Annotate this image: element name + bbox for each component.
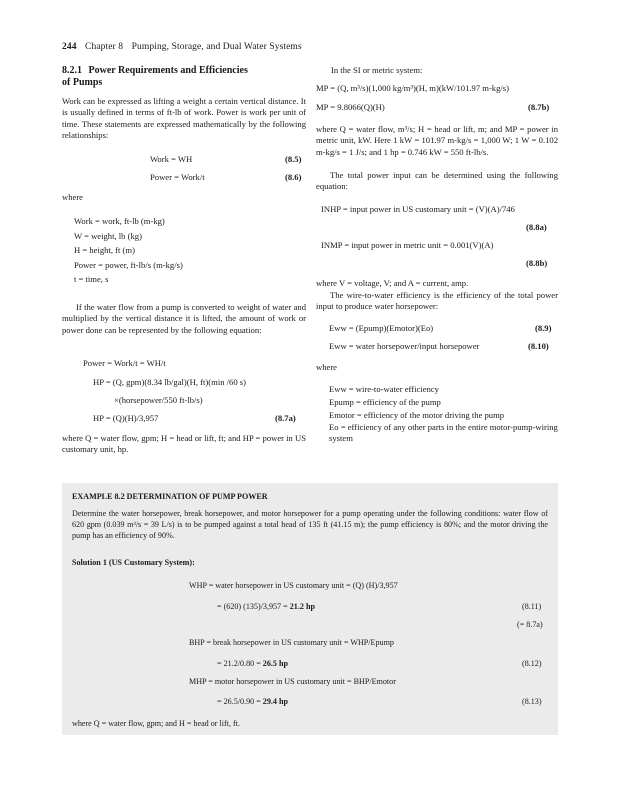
equation-mp: MP = (Q, m³/s)(1,000 kg/m³)(H, m)(kW/101.97 m-kg/s) [316,83,509,93]
section-number: 8.2.1 [62,65,82,76]
definition-item: Work = work, ft-lb (m-kg) [74,216,165,226]
equation-8-6: Power = Work/t [150,172,205,182]
equation-number-8-13: (8.13) [522,697,542,706]
running-header [62,42,302,52]
where-label-2: where [316,362,337,372]
equation-8-7a: HP = (Q)(H)/3,957 [93,413,159,423]
chapter-title: Pumping, Storage, and Dual Water Systems [131,42,302,52]
example-problem: Determine the water horsepower, break horsepower, and motor horsepower for a pump operating under the following conditions: water flow of 620 gpm (0.039 m³/s = 39 L/s) is to be pumped against a total head of 135 ft (41.15 m); the pump efficiency is 80%; and the motor driving the pump has an efficiency of 90%. [72,509,548,540]
equation-hp-line2: ×(horsepower/550 ft-lb/s) [114,395,203,405]
whp-result [217,602,315,613]
efficiency-item: Epump = efficiency of the pump [329,397,441,407]
whp-calc: = (620) (135)/3,957 = [217,602,290,611]
definitions-list [74,214,183,287]
example-title: EXAMPLE 8.2 DETERMINATION OF PUMP POWER [72,492,268,501]
efficiency-item: Eo = efficiency of any other parts in the entire motor-pump-wiring system [329,422,558,443]
mhp-calc: = 26.5/0.90 = [217,697,263,706]
equation-hp-line1: HP = (Q, gpm)(8.34 lb/gal)(H, ft)(min /60 s) [93,377,246,387]
definition-item: H = height, ft (m) [74,245,135,255]
whp-value: 21.2 hp [289,602,315,611]
flow-paragraph: If the water flow from a pump is converted to weight of water and multiplied by the vertical distance it is lifted, the amount of work or power done can be represented by the following equation: [62,302,306,335]
mhp-result [217,697,288,708]
section-title-line2: of Pumps [62,77,103,88]
equation-number-8-7b: (8.7b) [528,102,550,112]
equation-number-8-11: (8.11) [522,602,542,611]
page-number: 244 [62,42,77,52]
bhp-value: 26.5 hp [262,659,288,668]
equation-8-7b: MP = 9.8066(Q)(H) [316,102,385,112]
equation-number-8-5: (8.5) [285,154,302,164]
definition-item: t = time, s [74,274,109,284]
equation-number-8-6: (8.6) [285,172,302,182]
bhp-result [217,659,288,670]
wire-to-water-intro: The wire-to-water efficiency is the efficiency of the total power input to produce water horsepower: [316,290,558,312]
equation-number-8-12: (8.12) [522,659,542,668]
mp-where-paragraph: where Q = water flow, m³/s; H = head or lift, m; and MP = power in metric unit, kW. Here 1 kW = 101.97 m-kg/s = 1,000 W; 1 W = 0.102 m-kg/s = 1 J/s; and 1 hp = 0.746 kW = 550 ft-lb/s. [316,124,558,157]
equation-8-8b: INMP = input power in metric unit = 0.001(V)(A) [321,240,494,250]
si-intro: In the SI or metric system: [331,65,423,75]
mhp-equation: MHP = motor horsepower in US customary unit = BHP/Emotor [189,677,396,686]
example-box [62,483,558,735]
definition-item: W = weight, lb (kg) [74,230,142,241]
bhp-calc: = 21.2/0.80 = [217,659,263,668]
equation-8-8a: INHP = input power in US customary unit = (V)(A)/746 [321,204,515,214]
intro-paragraph: Work can be expressed as lifting a weight a certain vertical distance. It is usually defined in terms of ft-lb of work. Power is work per unit of time. These statements are expressed mathematically by the following relationships: [62,96,306,141]
where-label: where [62,192,83,202]
solution-heading: Solution 1 (US Customary System): [72,558,195,567]
equation-8-10: Eww = water horsepower/input horsepower [329,341,480,351]
equation-number-8-8a: (8.8a) [526,222,547,232]
section-title-line1: Power Requirements and Efficiencies [88,65,248,76]
whp-equation: WHP = water horsepower in US customary unit = (Q) (H)/3,957 [189,581,398,590]
equation-8-5: Work = WH [150,154,193,164]
chapter-label: Chapter 8 [85,42,124,52]
equation-number-8-7a: (8.7a) [275,413,296,423]
hp-where-paragraph: where Q = water flow, gpm; H = head or lift, ft; and HP = power in US customary unit, hp. [62,433,306,455]
example-where: where Q = water flow, gpm; and H = head or lift, ft. [72,719,240,728]
total-power-paragraph: The total power input can be determined using the following equation: [316,170,558,192]
efficiency-definitions [329,383,558,444]
va-where: where V = voltage, V; and A = current, amp. [316,278,469,288]
efficiency-item: Emotor = efficiency of the motor driving the pump [329,410,505,420]
efficiency-item: Eww = wire-to-water efficiency [329,384,439,394]
bhp-equation: BHP = break horsepower in US customary unit = WHP/Epump [189,638,394,647]
equation-number-8-10: (8.10) [528,341,549,351]
equation-number-8-9: (8.9) [535,323,552,333]
section-heading [62,65,306,89]
equation-number-8-8b: (8.8b) [526,258,548,268]
equation-power: Power = Work/t = WH/t [83,358,166,368]
mhp-value: 29.4 hp [262,697,288,706]
equation-reference-8-7a: (= 8.7a) [517,620,543,629]
definition-item: Power = power, ft-lb/s (m-kg/s) [74,259,183,270]
equation-8-9: Eww = (Epump)(Emotor)(Eo) [329,323,434,333]
